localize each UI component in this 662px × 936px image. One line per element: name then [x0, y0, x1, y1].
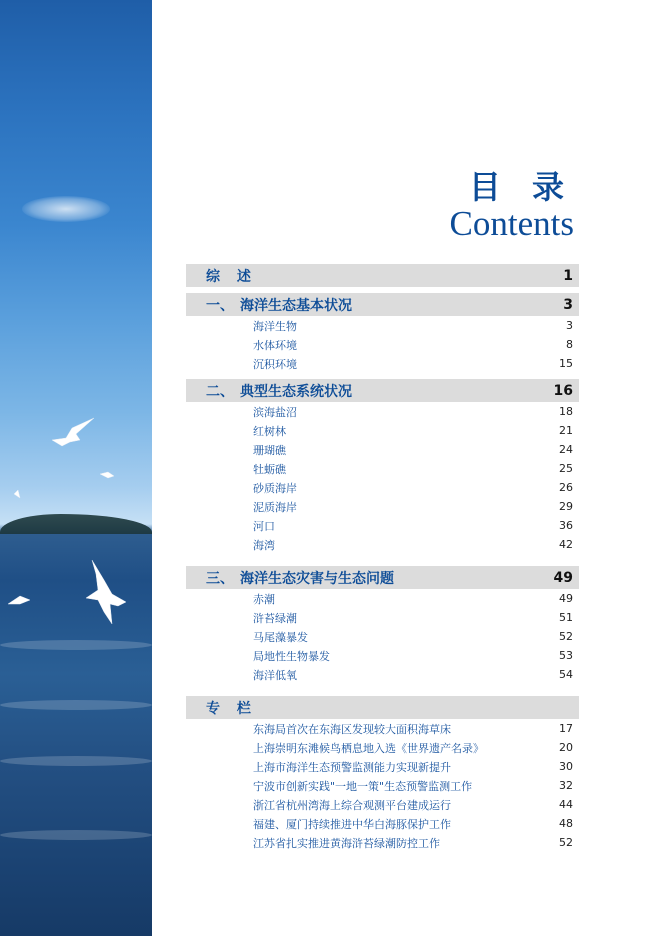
- seagull-icon: [86, 560, 126, 624]
- toc-entry-label: 浙江省杭州湾海上综合观测平台建成运行: [253, 798, 451, 812]
- toc-entry-page: 52: [559, 836, 573, 849]
- toc-entry-label: 上海市海洋生态预警监测能力实现新提升: [253, 760, 451, 774]
- toc-section-label: 综 述: [206, 268, 257, 285]
- toc-section-number: 三、: [206, 570, 234, 587]
- toc-section-page: 16: [553, 382, 573, 399]
- toc-entry-page: 18: [559, 405, 573, 418]
- toc-entry-row[interactable]: [186, 335, 579, 354]
- toc-section-page: 49: [553, 569, 573, 586]
- toc-section-label: 海洋生态灾害与生态问题: [240, 570, 394, 587]
- toc-entry-row[interactable]: [186, 757, 579, 776]
- toc-entry-page: 26: [559, 481, 573, 494]
- toc-entry-page: 24: [559, 443, 573, 456]
- toc-entry-row[interactable]: [186, 738, 579, 757]
- toc-entry-row[interactable]: [186, 589, 579, 608]
- toc-entry-page: 32: [559, 779, 573, 792]
- toc-entry-row[interactable]: [186, 459, 579, 478]
- toc-entry-page: 20: [559, 741, 573, 754]
- toc-entry-row[interactable]: [186, 402, 579, 421]
- spacer: [186, 684, 579, 690]
- toc-entry-label: 东海局首次在东海区发现较大面积海草床: [253, 722, 451, 736]
- toc-entry-page: 17: [559, 722, 573, 735]
- toc-entry-page: 44: [559, 798, 573, 811]
- toc-entry-label: 马尾藻暴发: [253, 630, 308, 644]
- toc-entry-page: 25: [559, 462, 573, 475]
- toc-entry-label: 福建、厦门持续推进中华白海豚保护工作: [253, 817, 451, 831]
- page-title-en: Contents: [449, 204, 574, 243]
- toc-section-row[interactable]: [186, 264, 579, 287]
- toc-entry-page: 21: [559, 424, 573, 437]
- toc-entry-label: 砂质海岸: [253, 481, 297, 495]
- toc-entry-row[interactable]: [186, 719, 579, 738]
- toc-entry-row[interactable]: [186, 833, 579, 852]
- toc-entry-page: 30: [559, 760, 573, 773]
- toc-entry-label: 泥质海岸: [253, 500, 297, 514]
- toc-entry-label: 浒苔绿潮: [253, 611, 297, 625]
- toc-entry-label: 珊瑚礁: [253, 443, 286, 457]
- toc-entry-label: 滨海盐沼: [253, 405, 297, 419]
- toc-entry-page: 3: [566, 319, 573, 332]
- toc-entry-row[interactable]: [186, 535, 579, 554]
- toc-entry-page: 48: [559, 817, 573, 830]
- toc-entry-row[interactable]: [186, 497, 579, 516]
- toc-entry-row[interactable]: [186, 478, 579, 497]
- toc-entry-row[interactable]: [186, 354, 579, 373]
- toc-entry-label: 局地性生物暴发: [253, 649, 330, 663]
- toc-entry-row[interactable]: [186, 795, 579, 814]
- toc-entry-row[interactable]: [186, 516, 579, 535]
- seagull-icon: [52, 418, 94, 446]
- wave-foam: [0, 756, 152, 766]
- seagull-icon: [100, 472, 114, 478]
- toc-entry-page: 15: [559, 357, 573, 370]
- toc-entry-row[interactable]: [186, 665, 579, 684]
- toc-entry-row[interactable]: [186, 814, 579, 833]
- toc-section-label: 专 栏: [206, 700, 257, 717]
- toc-section-row[interactable]: [186, 696, 579, 719]
- toc-section-row[interactable]: [186, 293, 579, 316]
- cover-photo-strip: [0, 0, 152, 936]
- toc-entry-label: 沉积环境: [253, 357, 297, 371]
- toc-entry-label: 海湾: [253, 538, 275, 552]
- table-of-contents: [186, 264, 579, 852]
- toc-entry-row[interactable]: [186, 627, 579, 646]
- wave-foam: [0, 830, 152, 840]
- wave-foam: [0, 700, 152, 710]
- toc-entry-page: 52: [559, 630, 573, 643]
- seagull-icon: [14, 490, 20, 498]
- toc-entry-label: 水体环境: [253, 338, 297, 352]
- page-title-cn: 目 录: [468, 168, 574, 206]
- toc-section-label: 典型生态系统状况: [240, 383, 352, 400]
- toc-entry-row[interactable]: [186, 608, 579, 627]
- seagull-icon: [8, 596, 30, 604]
- toc-entry-row[interactable]: [186, 646, 579, 665]
- toc-section-number: 二、: [206, 383, 234, 400]
- toc-section-number: 一、: [206, 297, 234, 314]
- toc-section-row[interactable]: [186, 379, 579, 402]
- toc-entry-page: 42: [559, 538, 573, 551]
- toc-entry-label: 红树林: [253, 424, 286, 438]
- toc-entry-label: 海洋低氧: [253, 668, 297, 682]
- seagull-icons: [0, 0, 152, 936]
- toc-entry-label: 江苏省扎实推进黄海浒苔绿潮防控工作: [253, 836, 440, 850]
- toc-section-label: 海洋生态基本状况: [240, 297, 352, 314]
- toc-entry-page: 29: [559, 500, 573, 513]
- wave-foam: [0, 640, 152, 650]
- toc-entry-page: 49: [559, 592, 573, 605]
- toc-entry-page: 54: [559, 668, 573, 681]
- toc-entry-row[interactable]: [186, 440, 579, 459]
- toc-entry-row[interactable]: [186, 421, 579, 440]
- toc-entry-page: 36: [559, 519, 573, 532]
- toc-entry-page: 53: [559, 649, 573, 662]
- toc-entry-label: 上海崇明东滩候鸟栖息地入选《世界遗产名录》: [253, 741, 484, 755]
- toc-entry-row[interactable]: [186, 776, 579, 795]
- toc-entry-label: 海洋生物: [253, 319, 297, 333]
- toc-entry-page: 8: [566, 338, 573, 351]
- toc-entry-row[interactable]: [186, 316, 579, 335]
- toc-entry-label: 牡蛎礁: [253, 462, 286, 476]
- spacer: [186, 554, 579, 560]
- toc-entry-label: 赤潮: [253, 592, 275, 606]
- toc-entry-page: 51: [559, 611, 573, 624]
- toc-entry-label: 河口: [253, 519, 275, 533]
- toc-section-page: 3: [563, 296, 573, 313]
- toc-section-row[interactable]: [186, 566, 579, 589]
- toc-entry-label: 宁波市创新实践"一地一策"生态预警监测工作: [253, 779, 473, 793]
- toc-section-page: 1: [563, 267, 573, 284]
